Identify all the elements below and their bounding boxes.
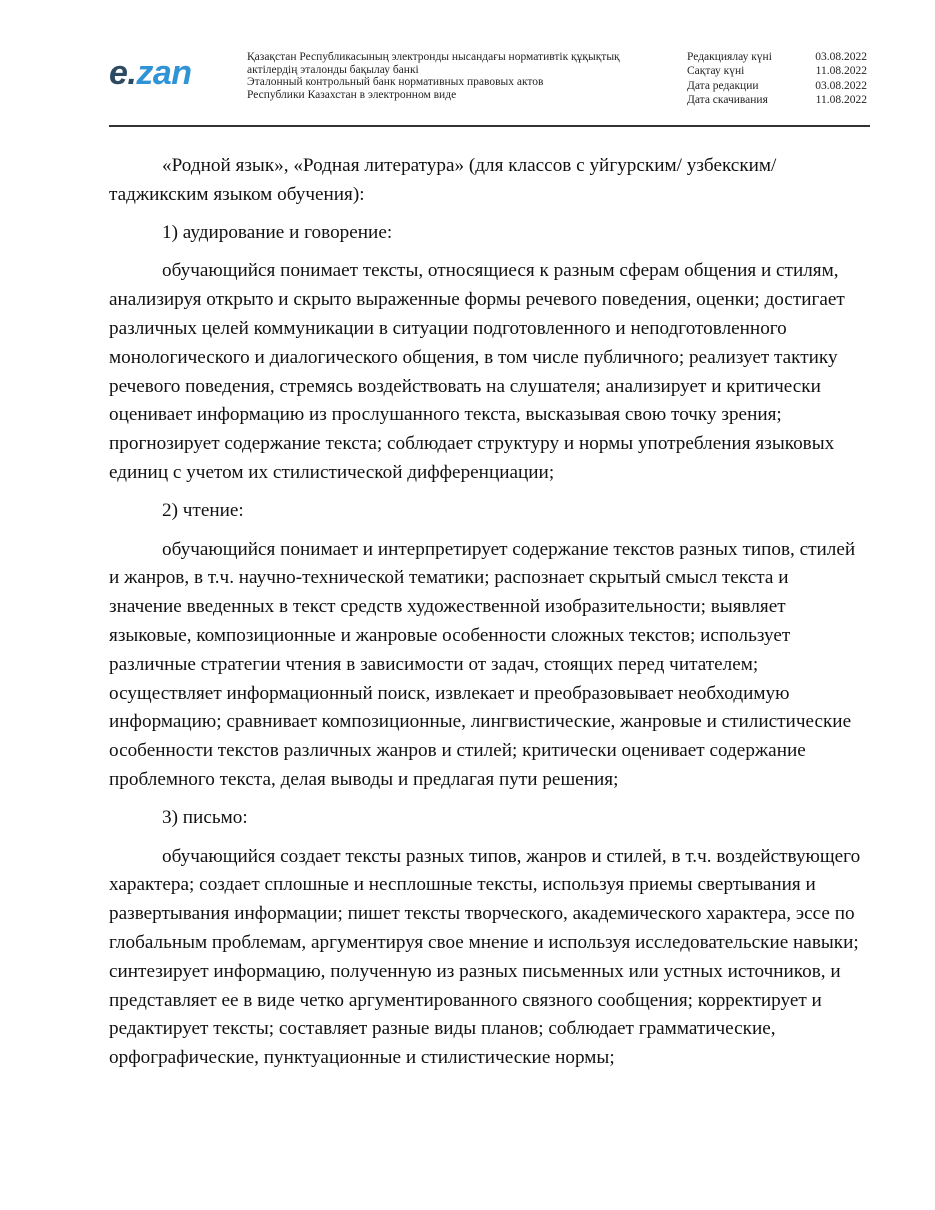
section-intro: «Родной язык», «Родная литература» (для классов с уйгурским/ узбекским/ таджикским языком обучения): bbox=[109, 155, 777, 205]
date-value: 03.08.2022 bbox=[815, 79, 867, 92]
date-row bbox=[687, 50, 867, 64]
date-label: Дата редакции bbox=[687, 79, 759, 92]
dates-table bbox=[687, 50, 867, 107]
paragraph: обучающийся создает тексты разных типов, жанров и стилей, в т.ч. воздействующего характера; создает сплошные и несплошные тексты, используя приемы свертывания и развертывания информации; пишет тексты творческого, академического характера, эссе по глобальным проблемам, аргументируя свое мнение и используя исследовательские навыки; синтезирует информацию, полученную из разных письменных или устных источников, и представляет ее в виде четко аргументированного связного сообщения; корректирует и редактирует тексты; составляет разные виды планов; соблюдает грамматические, орфографические, пунктуационные и стилистические нормы; bbox=[109, 845, 861, 1069]
header-divider bbox=[109, 125, 870, 127]
ezan-logo[interactable] bbox=[109, 56, 192, 90]
bank-description bbox=[247, 51, 667, 101]
description-line: Эталонный контрольный банк нормативных правовых актов bbox=[247, 76, 544, 88]
date-value: 11.08.2022 bbox=[815, 93, 867, 106]
list-heading: 1) аудирование и говорение: bbox=[162, 222, 393, 244]
logo-zan: zan bbox=[136, 54, 192, 92]
paragraph: обучающийся понимает тексты, относящиеся к разным сферам общения и стилям, анализируя открыто и скрыто выраженные формы речевого поведения, оценки; достигает различных целей коммуникации в ситуации подготовленного и неподготовленного монологического и диалогического общения, в том числе публичного; реализует тактику речевого поведения, стремясь воздействовать на слушателя; анализирует и критически оценивает информацию из прослушанного текста, высказывая свою точку зрения; прогнозирует содержание текста; соблюдает структуру и нормы употребления языковых единиц с учетом их стилистической дифференциации; bbox=[109, 260, 845, 483]
description-line: Республики Казахстан в электронном виде bbox=[247, 88, 457, 101]
document-body bbox=[109, 152, 864, 1082]
date-row bbox=[687, 93, 867, 107]
date-label: Редакциялау күні bbox=[687, 51, 772, 63]
logo-dot: . bbox=[127, 54, 137, 92]
paragraph: обучающийся понимает и интерпретирует содержание текстов разных типов, стилей и жанров, в т.ч. научно-технической тематики; распознает скрытый смысл текста и значение введенных в текст средств художественной изобразительности; выявляет языковые, композиционные и жанровые особенности сложных текстов; использует различные стратегии чтения в зависимости от задач, стоящих перед читателем; осуществляет информационный поиск, извлекает и преобразовывает необходимую информацию; сравнивает композиционные, лингвистические, жанровые и стилистические особенности текстов различных жанров и стилей; критически оценивает содержание проблемного текста, делая выводы и предлагая пути решения; bbox=[109, 538, 856, 790]
date-value: 11.08.2022 bbox=[815, 65, 867, 78]
description-line: Қазақстан Республикасының электронды нысандағы нормативтік құқықтық bbox=[247, 51, 620, 63]
date-label: Сақтау күні bbox=[687, 65, 745, 78]
date-label: Дата скачивания bbox=[687, 93, 768, 106]
date-row bbox=[687, 79, 867, 93]
document-header bbox=[0, 0, 935, 130]
date-row bbox=[687, 64, 867, 78]
description-line: актілердің эталонды бақылау банкі bbox=[247, 63, 419, 76]
list-heading: 2) чтение: bbox=[162, 500, 244, 522]
logo-e: e bbox=[109, 54, 128, 92]
date-value: 03.08.2022 bbox=[815, 51, 867, 63]
list-heading: 3) письмо: bbox=[162, 807, 248, 829]
